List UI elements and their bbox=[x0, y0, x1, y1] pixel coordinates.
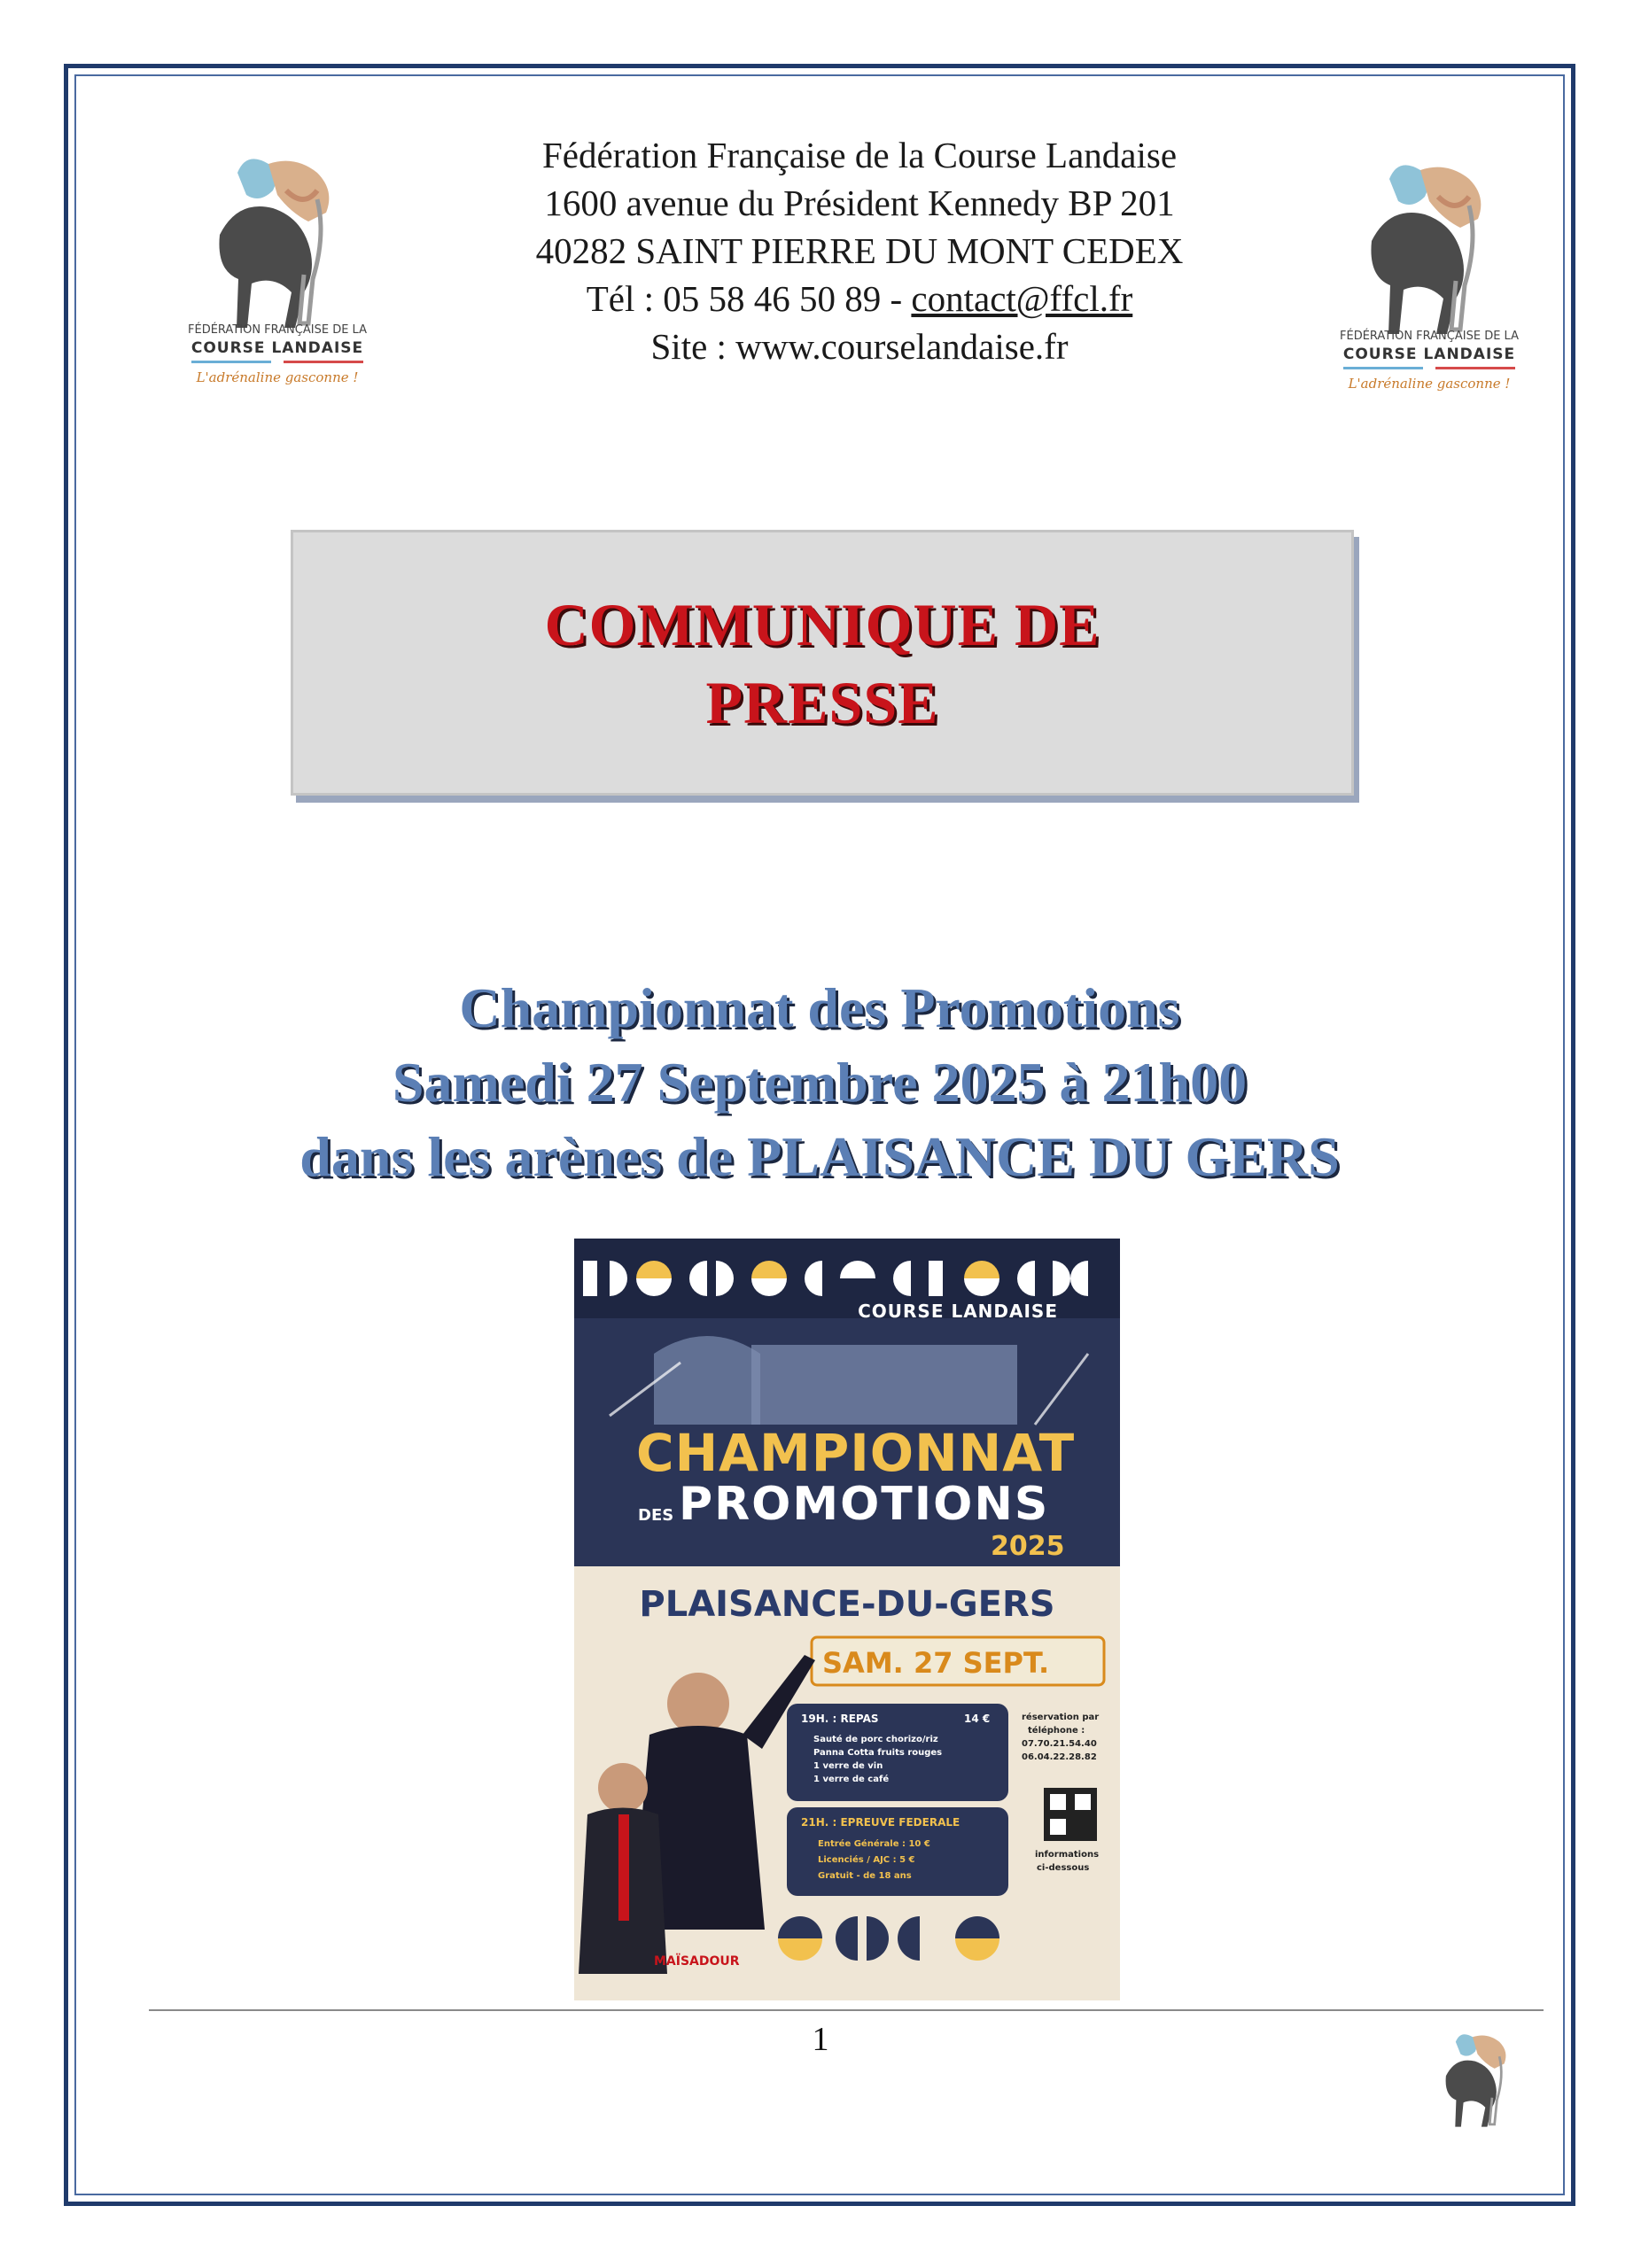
poster-sponsor: MAÏSADOUR bbox=[654, 1954, 740, 1969]
poster-repas-item: Sauté de porc chorizo/riz bbox=[813, 1735, 938, 1744]
poster-informations: informations bbox=[1035, 1850, 1100, 1860]
poster-year: 2025 bbox=[991, 1531, 1065, 1562]
ffcl-logo-graphic bbox=[1427, 2020, 1528, 2171]
logo-line2: COURSE LANDAISE bbox=[191, 339, 364, 357]
website[interactable]: Site : www.courselandaise.fr bbox=[650, 326, 1069, 367]
page-number: 1 bbox=[812, 2021, 829, 2058]
event-line1: Championnat des Promotions bbox=[459, 976, 1180, 1039]
letterhead bbox=[390, 131, 1329, 370]
poster-epreuve-item: Licenciés / AJC : 5 € bbox=[818, 1855, 915, 1865]
logo-tagline: L'adrénaline gasconne ! bbox=[196, 369, 359, 385]
logo-stripe-red bbox=[1435, 367, 1515, 369]
press-title-line2: PRESSE bbox=[705, 669, 939, 736]
poster-repas-item: Panna Cotta fruits rouges bbox=[813, 1748, 943, 1758]
event-line2: Samedi 27 Septembre 2025 à 21h00 bbox=[392, 1051, 1248, 1114]
ffcl-logo-right bbox=[1336, 144, 1522, 409]
logo-stripe-red bbox=[284, 361, 363, 363]
logo-line2: COURSE LANDAISE bbox=[1342, 346, 1516, 363]
poster-epreuve-item: Entrée Générale : 10 € bbox=[818, 1839, 930, 1849]
poster-date: SAM. 27 SEPT. bbox=[822, 1646, 1050, 1680]
press-release-box bbox=[291, 530, 1354, 796]
logo-line1: FÉDÉRATION FRANÇAISE DE LA bbox=[1340, 330, 1519, 343]
press-release-title bbox=[293, 586, 1351, 742]
poster-repas-price: 14 € bbox=[964, 1713, 991, 1725]
ffcl-logo-graphic bbox=[184, 137, 370, 403]
address-line2: 40282 SAINT PIERRE DU MONT CEDEX bbox=[535, 230, 1184, 271]
press-title-line1: COMMUNIQUE DE bbox=[544, 591, 1100, 658]
event-poster bbox=[574, 1239, 1120, 2000]
address-line1: 1600 avenue du Président Kennedy BP 201 bbox=[544, 183, 1175, 223]
poster-repas-item: 1 verre de vin bbox=[813, 1761, 883, 1771]
poster-epreuve-title: 21H. : EPREUVE FEDERALE bbox=[801, 1816, 960, 1829]
poster-repas-item: 1 verre de café bbox=[813, 1775, 890, 1784]
email-link[interactable]: contact@ffcl.fr bbox=[911, 278, 1133, 319]
logo-stripe-blue bbox=[1343, 367, 1423, 369]
ffcl-logo-graphic bbox=[1336, 144, 1522, 409]
poster-reservation: téléphone : bbox=[1028, 1726, 1085, 1736]
contact-line bbox=[390, 275, 1329, 322]
logo-line1: FÉDÉRATION FRANÇAISE DE LA bbox=[188, 323, 367, 337]
footer-divider bbox=[149, 2009, 1544, 2011]
logo-stripe-blue bbox=[191, 361, 271, 363]
poster-informations: ci-dessous bbox=[1037, 1863, 1090, 1873]
poster-city: PLAISANCE-DU-GERS bbox=[639, 1584, 1055, 1625]
event-heading bbox=[133, 971, 1506, 1194]
org-name: Fédération Française de la Course Landaise bbox=[541, 135, 1178, 175]
poster-reservation: réservation par bbox=[1022, 1713, 1100, 1722]
poster-reservation: 07.70.21.54.40 bbox=[1022, 1739, 1097, 1749]
logo-tagline: L'adrénaline gasconne ! bbox=[1348, 376, 1511, 392]
poster-course: COURSE LANDAISE bbox=[858, 1301, 1058, 1322]
poster-promotions: PROMOTIONS bbox=[679, 1478, 1050, 1531]
poster-reservation: 06.04.22.28.82 bbox=[1022, 1752, 1097, 1762]
event-line3: dans les arènes de PLAISANCE DU GERS bbox=[299, 1125, 1340, 1188]
ffcl-logo-left bbox=[184, 137, 370, 403]
poster-des: DES bbox=[638, 1506, 674, 1525]
poster-epreuve-item: Gratuit - de 18 ans bbox=[818, 1871, 912, 1881]
phone: Tél : 05 58 46 50 89 - bbox=[586, 278, 912, 319]
poster-repas-title: 19H. : REPAS bbox=[801, 1713, 879, 1725]
poster-championnat: CHAMPIONNAT bbox=[636, 1423, 1076, 1483]
ffcl-logo-footer bbox=[1427, 2020, 1528, 2171]
